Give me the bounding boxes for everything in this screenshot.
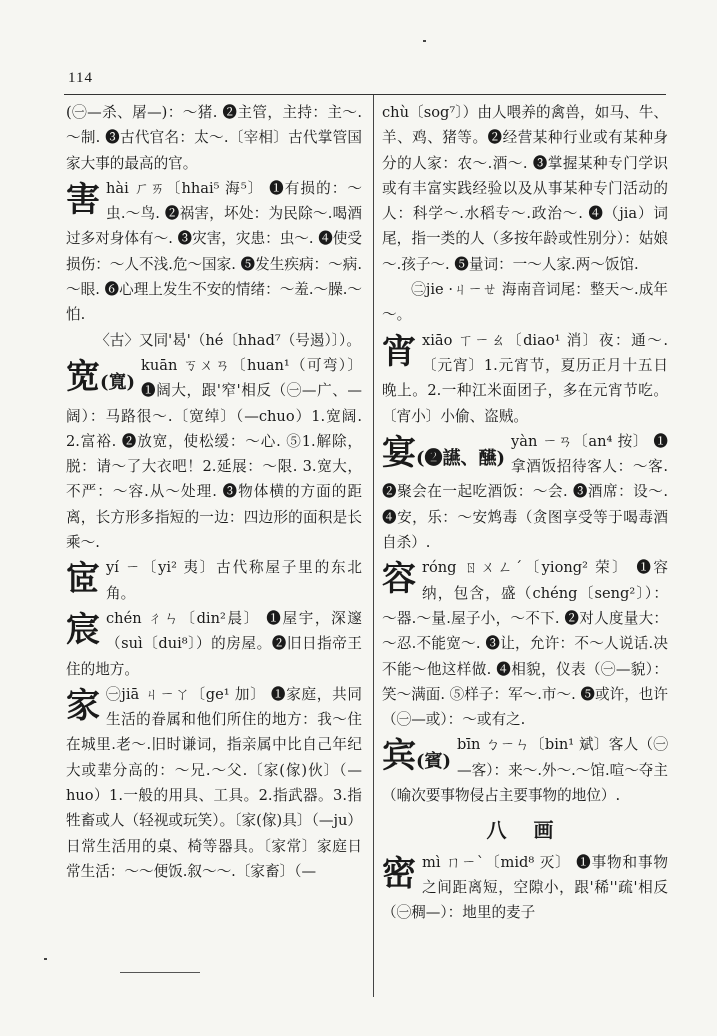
headword-yan: 宴(❷讌、醼) (382, 432, 506, 473)
entry-xiao (382, 328, 668, 429)
left-column (66, 100, 362, 1000)
variant-kuan: (寬) (100, 371, 136, 393)
section-heading: 八 画 (486, 818, 564, 843)
entry-bin (382, 732, 668, 808)
entry-xiao-text: xiāo ㄒㄧㄠ〔diao¹ 消〕夜：通～.〔元宵〕1.元宵节，夏历正月十五日晚上。2.一种江米面团子，多在元宵节吃。〔宵小〕小偷、盗贼。 (382, 331, 668, 425)
entry-jia (66, 682, 362, 884)
footer-mark (120, 972, 200, 973)
entry-mi-text: mì ㄇㄧˋ〔mid⁸ 灭〕 ❶事物和事物之间距离短，空隙小，跟'稀''疏'相反（㊀稠—）：地里的麦子 (382, 853, 668, 922)
entry-jia-second-reading: ㊁jie ·ㄐㄧㄝ 海南音词尾：整天～.成年～。 (382, 281, 668, 324)
headword-hai: 害 (66, 179, 100, 220)
scan-speck (423, 40, 426, 42)
headword-rong: 容 (382, 559, 416, 600)
continued-entry-text: (㊀—杀、屠—)：～猪. ❷主管，主持：主～.～制. ❸古代官名：太～.〔宰相〕古代掌管国家大事的最高的官。 (66, 104, 362, 172)
entry-chen (66, 606, 362, 682)
header-rule (64, 94, 666, 95)
entry-rong (382, 555, 668, 732)
entry-yi-text: yí ㄧ〔yi² 夷〕古代称屋子里的东北角。 (106, 559, 362, 602)
right-column (382, 100, 668, 1000)
entry-yi (66, 555, 362, 606)
entry-yan (382, 429, 668, 555)
entry-bin-text: bīn ㄅㄧㄣ〔bin¹ 斌〕客人（㊀—客）：来～.外～.～馆.喧～夺主（喻次要事物侵占主要事物的地位）. (382, 736, 668, 805)
headword-bin: 宾(賓) (382, 736, 452, 777)
headword-chen: 宸 (66, 609, 100, 650)
entry-rong-text: róng ㄖㄨㄥˊ〔yiong² 荣〕 ❶容纳，包含，盛（chéng〔seng²〕）：～器.～量.屋子小，～不下. ❷对人度量大：～忍.不能宽～. ❸让，允许：不～人说话.决不能～他这样做. ❹相貌，仪表（㊀—貌）：笑～满面. ⑤样子：军～.市～. ❺或许，也许（㊀—或）：～或有之. (382, 559, 668, 729)
scan-speck (44, 958, 47, 960)
entry-mi (382, 850, 668, 926)
entry-kuan-text: kuān ㄎㄨㄢ〔huan¹（可弯）〕 ❶阔大，跟'窄'相反（㊀—广、—阔）：马路很～.〔宽绰〕（—chuo）1.宽阔. 2.富裕. ❷放宽，使松缓：～心. ⑤1.解除，脱：请～了大衣吧！2.延展：～限. 3.宽大，不严：～容.从～处理. ❸物体横的方面的距离，长方形多指短的一边：四边形的面积是长乘～. (66, 356, 362, 552)
entry-hai (66, 176, 362, 328)
entry-jia-text: ㊀jiā ㄐㄧㄚ〔ge¹ 加〕 ❶家庭，共同生活的眷属和他们所住的地方：我～住在城里.老～.旧时谦词，指亲属中比自己年纪大或辈分高的：～兄.～父.〔家(傢)伙〕（—huo）1.一般的用具、工具。2.指武器。3.指牲畜或人（轻视或玩笑）。〔家(傢)具〕（—ju）日常生活用的桌、椅等器具。〔家常〕家庭日常生活：～～便饭.叙～～.〔家畜〕（— (66, 685, 362, 880)
headword-xiao: 宵 (382, 331, 416, 372)
entry-yan-text: yàn ㄧㄢ〔an⁴ 按〕 ❶拿酒饭招待客人：～客. ❷聚会在一起吃酒饭：～会. ❸酒席：设～. ❹安，乐：～安鸩毒（贪图享受等于喝毒酒自杀）. (382, 432, 668, 552)
entry-kuan (66, 353, 362, 555)
headword-jia: 家 (66, 685, 100, 726)
entry-hai-text: hài ㄏㄞ〔hhai⁵ 海⁵〕 ❶有损的：～虫.～鸟. ❷祸害，坏处：为民除～.喝酒过多对身体有～. ❸灾害，灾患：虫～. ❹使受损伤：～人不浅.危～国家. ❺发生疾病：～病.～眼. ❻心理上发生不安的情绪：～羞.～臊.～怕. (66, 179, 362, 324)
entry-hai-note: 〈古〉又同'曷'（hé〔hhad⁷（号遏）〕）。 (95, 331, 361, 349)
continued-entry-text-right: chù〔sog⁷〕）由人喂养的禽兽，如马、牛、羊、鸡、猪等。❷经营某种行业或有某种身分的人家：农～.酒～. ❸掌握某种专门学识或有丰富实践经验以及从事某种专门活动的人：科学～.水稻专～.政治～. ❹（jia）词尾，指一类的人（多按年龄或性别分）：姑娘～.孩子～. ❺量词：一～人家.两～饭馆. (382, 104, 668, 273)
headword-kuan: 宽(寬) (66, 356, 136, 397)
page-number: 114 (68, 70, 93, 86)
column-divider (373, 95, 374, 997)
variant-yan: (❷讌、醼) (416, 447, 506, 469)
variant-bin: (賓) (416, 751, 452, 773)
headword-mi: 密 (382, 853, 416, 894)
headword-yi: 宧 (66, 559, 100, 600)
entry-chen-text: chén ㄔㄣ〔din²晨〕 ❶屋宇，深邃（suì〔dui⁸〕）的房屋。❷旧日指帝王住的地方。 (66, 609, 362, 678)
